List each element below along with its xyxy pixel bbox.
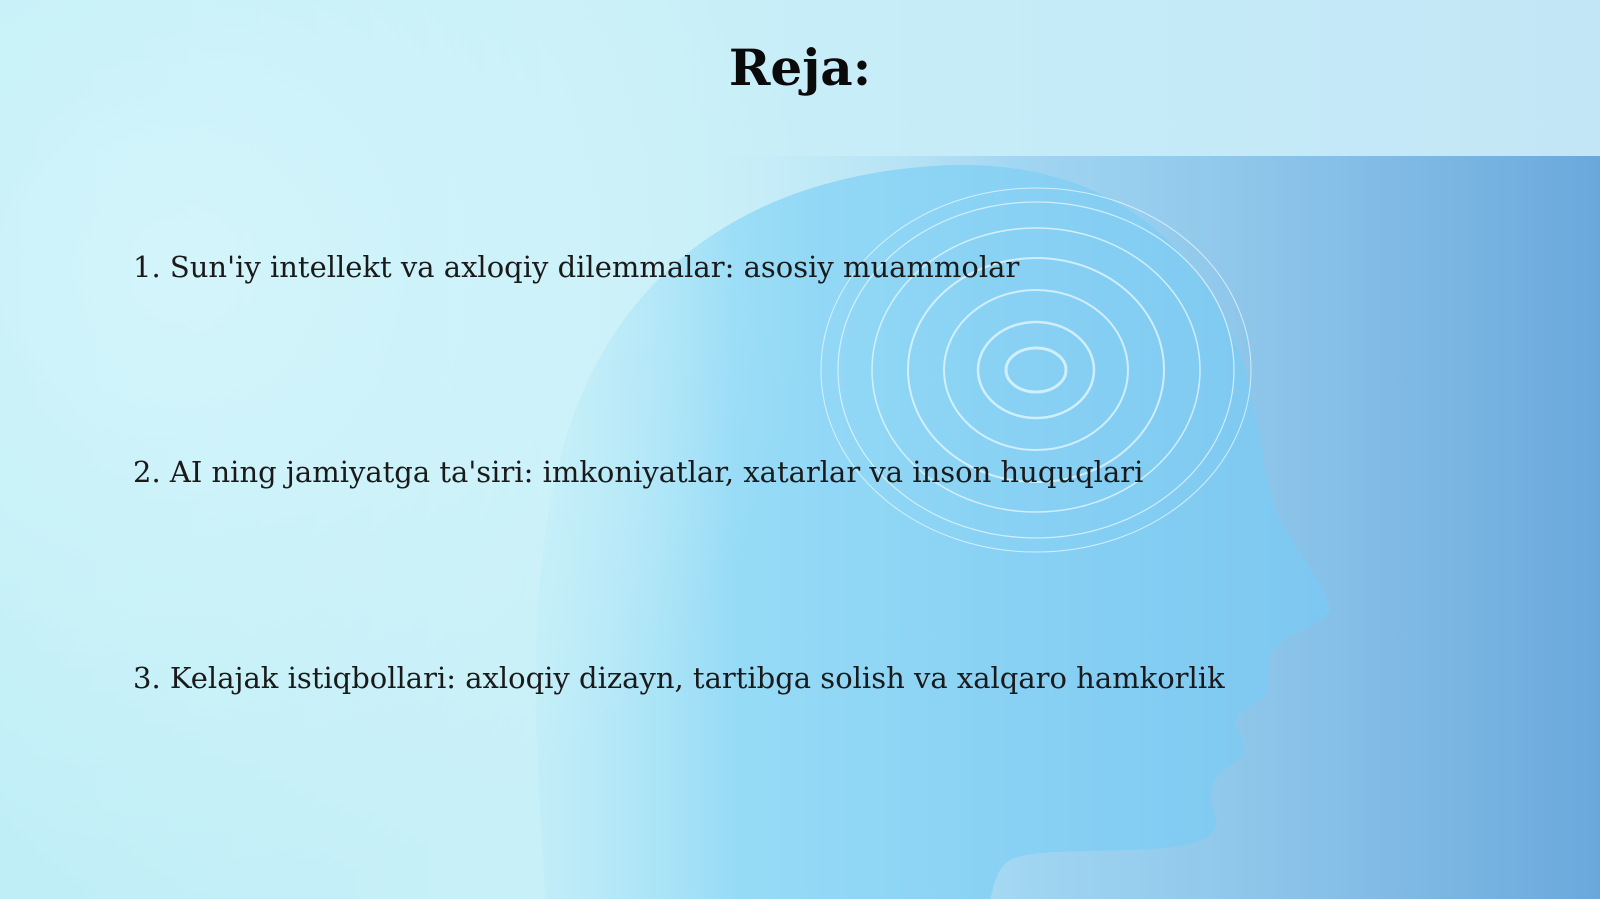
plan-item-1: 1. Sun'iy intellekt va axloqiy dilemmalar: asosiy muammolar [133,250,1020,284]
plan-item-2: 2. AI ning jamiyatga ta'siri: imkoniyatlar, xatarlar va inson huquqlari [133,455,1144,489]
plan-item-3: 3. Kelajak istiqbollari: axloqiy dizayn, tartibga solish va xalqaro hamkorlik [133,661,1225,695]
slide-title: Reja: [728,38,872,97]
